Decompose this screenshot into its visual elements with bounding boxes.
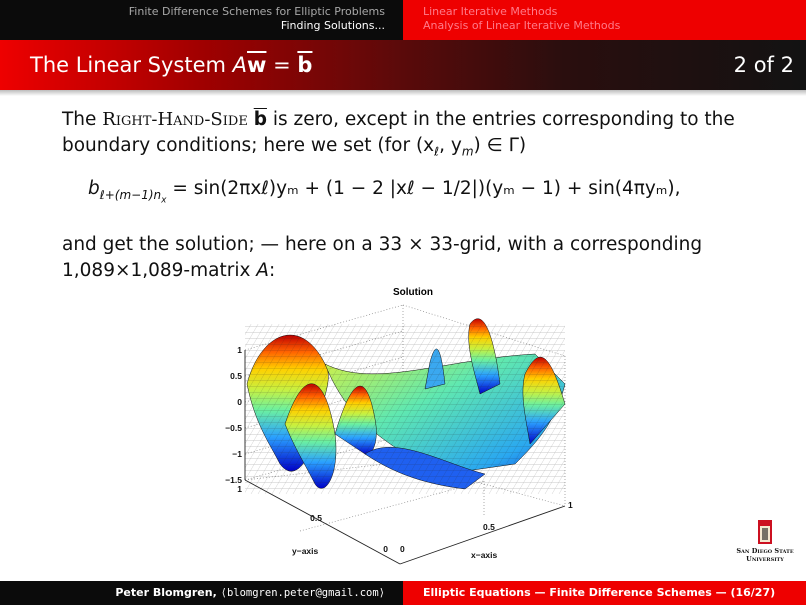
z-tick: 1 <box>237 345 242 355</box>
small-caps-term: Right-Hand-Side <box>102 109 248 130</box>
title-shadow <box>0 90 806 96</box>
title-vector-w: $\overline{w}$ <box>247 53 267 77</box>
paragraph-rhs <box>62 107 762 165</box>
nav-subsection-link[interactable]: Finding Solutions... <box>280 19 385 32</box>
footer <box>0 581 806 605</box>
footer-author <box>0 581 403 605</box>
x-tick: 1 <box>568 500 573 510</box>
x-tick: 0 <box>400 544 405 554</box>
footer-title: Elliptic Equations — Finite Difference Schemes — (16/27) <box>403 581 806 605</box>
text: and get the solution; — here on a 33 × 33-grid, with a corresponding 1,089×1,089-matrix <box>62 234 703 281</box>
frame-title <box>30 53 312 77</box>
header-left <box>0 0 403 40</box>
x-tick: 0.5 <box>483 522 495 532</box>
z-tick: −1 <box>232 449 242 459</box>
text: , y <box>439 135 462 156</box>
chart-title: Solution <box>393 287 433 298</box>
logo-line2: University <box>746 555 784 563</box>
text: The <box>62 109 103 130</box>
z-tick: 0 <box>237 397 242 407</box>
x-axis-label: x−axis <box>471 550 498 560</box>
solution-surface-plot <box>225 284 595 569</box>
nav-section-link[interactable]: Finite Difference Schemes for Elliptic Problems <box>128 5 385 18</box>
z-tick: −1.5 <box>225 475 242 485</box>
header-right <box>403 0 806 40</box>
eq-rhs: = sin(2πxℓ)yₘ + (1 − 2 |xℓ − 1/2|)(yₘ − 1) + sin(4πyₘ), <box>166 178 681 199</box>
z-tick: 0.5 <box>230 371 242 381</box>
y-tick: 0 <box>383 544 388 554</box>
eq-lhs: b <box>88 178 100 199</box>
y-tick: 0.5 <box>310 513 322 523</box>
title-equals: = <box>266 53 298 77</box>
subscript: ℓ+(m−1)n <box>99 187 162 202</box>
text: : <box>268 260 276 281</box>
nav-linear-iterative-link[interactable]: Linear Iterative Methods <box>423 5 558 18</box>
logo-line1: San Diego State <box>736 547 794 555</box>
paragraph-solution <box>62 232 762 284</box>
title-matrix-A: A <box>232 53 248 77</box>
author-name: Peter Blomgren, <box>115 586 221 599</box>
boundary-equation <box>88 178 681 205</box>
title-text: The Linear System <box>30 53 233 77</box>
frame-title-bar <box>0 40 806 90</box>
z-tick: −0.5 <box>225 423 242 433</box>
page-indicator: 2 of 2 <box>733 53 794 77</box>
text: is zero, except in the entries corresponding to the boundary conditions; here we set (for (x <box>62 109 735 156</box>
y-axis-label: y−axis <box>292 546 319 556</box>
sdsu-logo <box>735 518 795 568</box>
y-tick: 1 <box>237 484 242 494</box>
subscript: m <box>461 144 474 159</box>
text: ) ∈ Γ) <box>473 135 527 156</box>
matrix-A: A <box>256 260 269 281</box>
vector-b: $\overline{b}$ <box>253 109 267 130</box>
author-email: ⟨blomgren.peter@gmail.com⟩ <box>220 587 385 599</box>
title-vector-b: $\overline{b}$ <box>297 53 313 77</box>
subsubscript: x <box>161 195 167 206</box>
eq-lhs-subscript <box>99 187 167 206</box>
nav-analysis-link[interactable]: Analysis of Linear Iterative Methods <box>423 19 621 32</box>
header-navigation <box>0 0 806 40</box>
subscript: ℓ <box>434 144 440 159</box>
